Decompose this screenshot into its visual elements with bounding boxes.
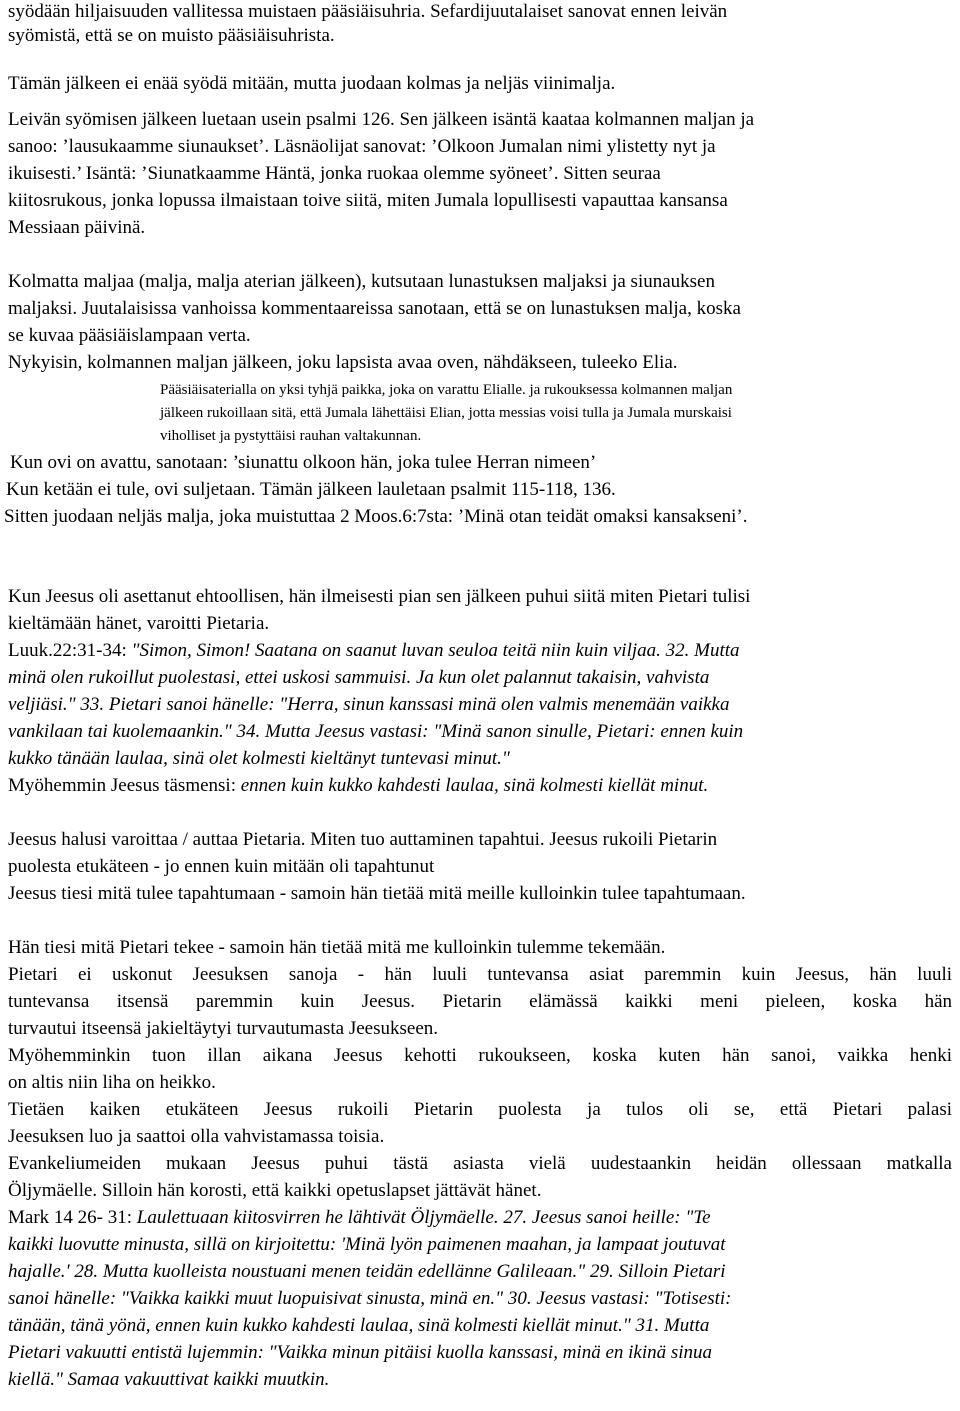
text-line: maljaksi. Juutalaisissa vanhoissa kommentaareissa sanotaan, että se on lunastuksen malja, koska [8, 298, 741, 319]
text-line [8, 1287, 732, 1311]
bible-quote: tänään, tänä yönä, ennen kuin kukko kahdesti laulaa, sinä kolmesti kiellät minut." 31. Mutta [8, 1315, 710, 1336]
bible-quote: sanoi hänelle: "Vaikka kaikki muut luopuisivat sinusta, minä en." 30. Jeesus vastasi: "Totisesti: [8, 1288, 732, 1309]
text-line: Jeesus halusi varoittaa / auttaa Pietaria. Miten tuo auttaminen tapahtui. Jeesus rukoili Pietarin [8, 829, 718, 850]
text-line [8, 1368, 329, 1392]
text-line: syödään hiljaisuuden vallitessa muistaen pääsiäisuhria. Sefardijuutalaiset sanovat ennen leivän [8, 1, 728, 22]
bible-quote: kaikki luovutte minusta, sillä on kirjoitettu: 'Minä lyön paimenen maahan, ja lampaat joutuvat [8, 1234, 726, 1255]
quote-segment: ennen kuin kukko kahdesti laulaa, sinä kolmesti kiellät minut. [240, 775, 709, 796]
text-line [8, 1314, 709, 1338]
text-line: se kuvaa pääsiäislampaan verta. [8, 325, 251, 346]
text-line: ikuisesti.’ Isäntä: ’Siunatkaamme Häntä, jonka ruokaa olemme syöneet’. Sitten seuraa [8, 163, 661, 184]
text-line: Kun ovi on avattu, sanotaan: ’siunattu olkoon hän, joka tulee Herran nimeen’ [10, 452, 597, 473]
text-line [8, 720, 743, 744]
small-note-line: viholliset ja pystyttäisi rauhan valtakunnan. [160, 428, 422, 444]
text-line: syömistä, että se on muisto pääsiäisuhrista. [8, 25, 335, 46]
text-line: Kolmatta maljaa (malja, malja aterian jälkeen), kutsutaan lunastuksen maljaksi ja siunauksen [8, 271, 715, 292]
text-line [8, 693, 730, 717]
text-line [8, 1098, 952, 1122]
text-line: Jeesuksen luo ja saattoi olla vahvistamassa toisia. [8, 1126, 385, 1147]
text-line: kieltämään hänet, varoitti Pietaria. [8, 613, 270, 634]
text-line-justified: Pietari ei uskonut Jeesuksen sanoja - hän luuli tuntevansa asiat paremmin kuin Jeesus, hän luuli [8, 964, 952, 985]
text-line: sanoo: ’lausukaamme siunaukset’. Läsnäolijat sanovat: ’Olkoon Jumalan nimi ylistetty nyt ja [8, 136, 716, 157]
text-line: Nykyisin, kolmannen maljan jälkeen, joku lapsista avaa oven, nähdäkseen, tuleeko Elia. [8, 352, 678, 373]
text-line [8, 747, 510, 771]
bible-quote: "Simon, Simon! Saatana on saanut luvan seuloa teitä niin kuin viljaa. 32. Mutta [131, 640, 740, 661]
text-line [8, 639, 740, 663]
bible-quote: Pietari vakuutti entistä lujemmin: "Vaikka minun pitäisi kuolla kanssasi, minä en ikinä sinua [8, 1342, 713, 1363]
text-line: puolesta etukäteen - jo ennen kuin mitään oli tapahtunut [8, 856, 435, 877]
bible-quote: vankilaan tai kuolemaankin." 34. Mutta Jeesus vastasi: "Minä sanon sinulle, Pietari: ennen kuin [8, 721, 744, 742]
text-line: Messiaan päivinä. [8, 217, 146, 238]
bible-quote: minä olen rukoillut puolestasi, ettei uskosi sammuisi. Ja kun olet palannut takaisin, vahvista [8, 667, 710, 688]
text-line [8, 990, 952, 1014]
text-line [8, 963, 952, 987]
bible-quote: kiellä." Samaa vakuuttivat kaikki muutkin. [8, 1369, 330, 1390]
text-line [8, 774, 708, 798]
bible-reference: Mark 14 26- 31: [8, 1207, 137, 1228]
text-line: Kun Jeesus oli asettanut ehtoollisen, hän ilmeisesti pian sen jälkeen puhui siitä miten Pietari tulisi [8, 586, 751, 607]
small-note-line: jälkeen rukoillaan sitä, että Jumala lähettäisi Elian, jotta messias voisi tulla ja Jumala murskaisi [160, 405, 732, 421]
text-line-justified: Evankeliumeiden mukaan Jeesus puhui tästä asiasta vielä uudestaankin heidän ollessaan matkalla [8, 1153, 952, 1174]
bible-reference: Luuk.22:31-34: [8, 640, 132, 661]
text-line: on altis niin liha on heikko. [8, 1072, 216, 1093]
text-line: kiitosrukous, jonka lopussa ilmaistaan toive siitä, miten Jumala lopullisesti vapauttaa kansansa [8, 190, 728, 211]
text-line [8, 666, 709, 690]
text-line: Tämän jälkeen ei enää syödä mitään, mutta juodaan kolmas ja neljäs viinimalja. [8, 73, 616, 94]
text-line: Sitten juodaan neljäs malja, joka muistuttaa 2 Moos.6:7sta: ’Minä otan teidät omaksi kansakseni’. [4, 506, 748, 527]
text-segment: Myöhemmin Jeesus täsmensi: [8, 775, 241, 796]
bible-quote: veljiäsi." 33. Pietari sanoi hänelle: "Herra, sinun kanssasi minä olen valmis menemään vaikka [8, 694, 730, 715]
bible-quote: hajalle.' 28. Mutta kuolleista noustuani menen teidän edellänne Galileaan." 29. Silloin Pietari [8, 1261, 726, 1282]
bible-quote: kukko tänään laulaa, sinä olet kolmesti kieltänyt tuntevasi minut." [8, 748, 510, 769]
bible-quote: Laulettuaan kiitosvirren he lähtivät Öljymäelle. 27. Jeesus sanoi heille: "Te [136, 1207, 711, 1228]
text-line: Hän tiesi mitä Pietari tekee - samoin hän tietää mitä me kulloinkin tulemme tekemään. [8, 937, 666, 958]
text-line [8, 1152, 952, 1176]
small-note-line: Pääsiäisaterialla on yksi tyhjä paikka, joka on varattu Elialle. ja rukouksessa kolmannen maljan [160, 382, 733, 398]
text-line-justified: Myöhemminkin tuon illan aikana Jeesus kehotti rukoukseen, koska kuten hän sanoi, vaikka henki [8, 1045, 952, 1066]
text-line-justified: Tietäen kaiken etukäteen Jeesus rukoili Pietarin puolesta ja tulos oli se, että Pietari palasi [8, 1099, 952, 1120]
text-line-justified: tuntevansa itsensä paremmin kuin Jeesus. Pietarin elämässä kaikki meni pieleen, koska hän [8, 991, 952, 1012]
text-line: Jeesus tiesi mitä tulee tapahtumaan - samoin hän tietää mitä meille kulloinkin tulee tapahtumaan. [8, 883, 746, 904]
text-line: Leivän syömisen jälkeen luetaan usein psalmi 126. Sen jälkeen isäntä kaataa kolmannen maljan ja [8, 109, 755, 130]
text-line: turvautui itseensä jakieltäytyi turvautumasta Jeesukseen. [8, 1018, 439, 1039]
text-line: Öljymäelle. Silloin hän korosti, että kaikki opetuslapset jättävät hänet. [8, 1180, 542, 1201]
text-line: Kun ketään ei tule, ovi suljetaan. Tämän jälkeen lauletaan psalmit 115-118, 136. [6, 479, 616, 500]
text-line [8, 1341, 712, 1365]
text-line [8, 1206, 711, 1230]
text-line [8, 1233, 726, 1257]
text-line [8, 1260, 726, 1284]
text-line [8, 1044, 952, 1068]
